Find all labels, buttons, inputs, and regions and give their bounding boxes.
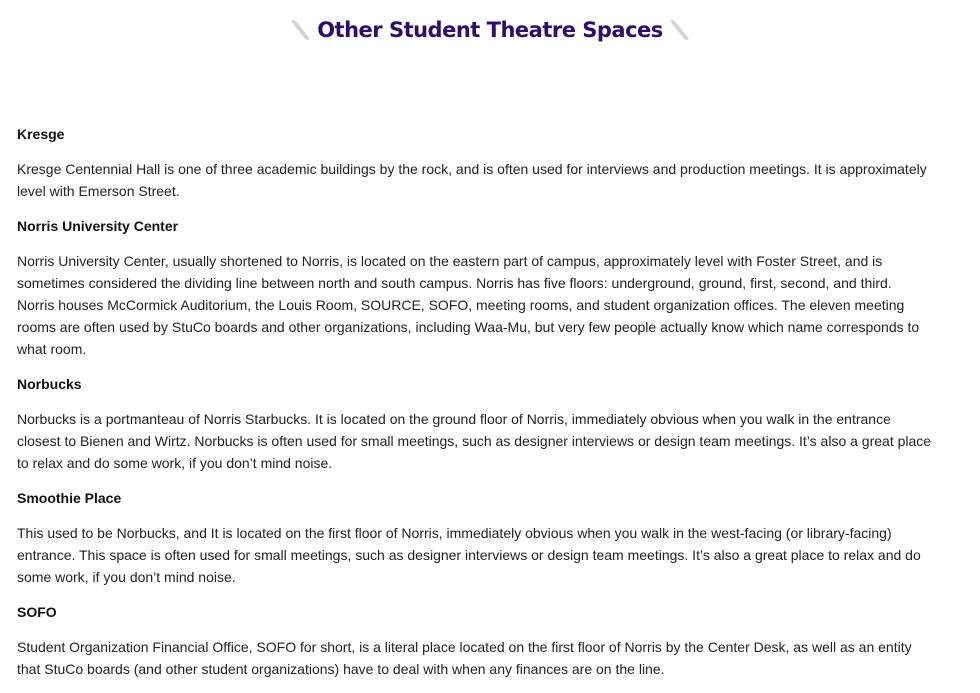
section-sofo (17, 601, 932, 680)
section-title: Kresge (17, 126, 65, 142)
section-smoothie-place (17, 487, 932, 588)
section-body: Student Organization Financial Office, SOFO for short, is a literal place located on the first floor of Norris by the Center Desk, as well as an entity that StuCo boards (and other student organizations) have to deal with when any finances are on the line. (17, 639, 912, 677)
section-title: SOFO (17, 604, 57, 620)
section-body: Norris University Center, usually shortened to Norris, is located on the eastern part of campus, approximately level with Foster Street, and is sometimes considered the dividing line between north and south campus. Norris has five floors: underground, ground, first, second, and third. Norris houses McCormick Auditorium, the Louis Room, SOURCE, SOFO, meeting rooms, and student organization offices. The eleven meeting rooms are often used by StuCo boards and other organizations, including Waa-Mu, but very few people actually know which name corresponds to what room. (17, 253, 920, 357)
content-area (17, 123, 932, 693)
section-body: Kresge Centennial Hall is one of three academic buildings by the rock, and is often used for interviews and production meetings. It is approximately level with Emerson Street. (17, 161, 927, 199)
section-title: Smoothie Place (17, 490, 122, 506)
section-kresge (17, 123, 932, 202)
page-title: Other Student Theatre Spaces (317, 18, 663, 42)
section-norbucks (17, 373, 932, 474)
page-header (0, 14, 980, 46)
slash-decoration-right (669, 20, 690, 40)
section-norris-university-center (17, 215, 932, 360)
section-body: Norbucks is a portmanteau of Norris Starbucks. It is located on the ground floor of Norris, immediately obvious when you walk in the entrance closest to Bienen and Wirtz. Norbucks is often used for small meetings, such as designer interviews or design team meetings. It’s also a great place to relax and do some work, if you don’t mind noise. (17, 411, 932, 471)
section-body: This used to be Norbucks, and It is located on the first floor of Norris, immediately obvious when you walk in the west-facing (or library-facing) entrance. This space is often used for small meetings, such as designer interviews or design team meetings. It’s also a great place to relax and do some work, if you don’t mind noise. (17, 525, 921, 585)
section-title: Norbucks (17, 376, 82, 392)
slash-decoration-left (290, 20, 311, 40)
section-title: Norris University Center (17, 218, 179, 234)
